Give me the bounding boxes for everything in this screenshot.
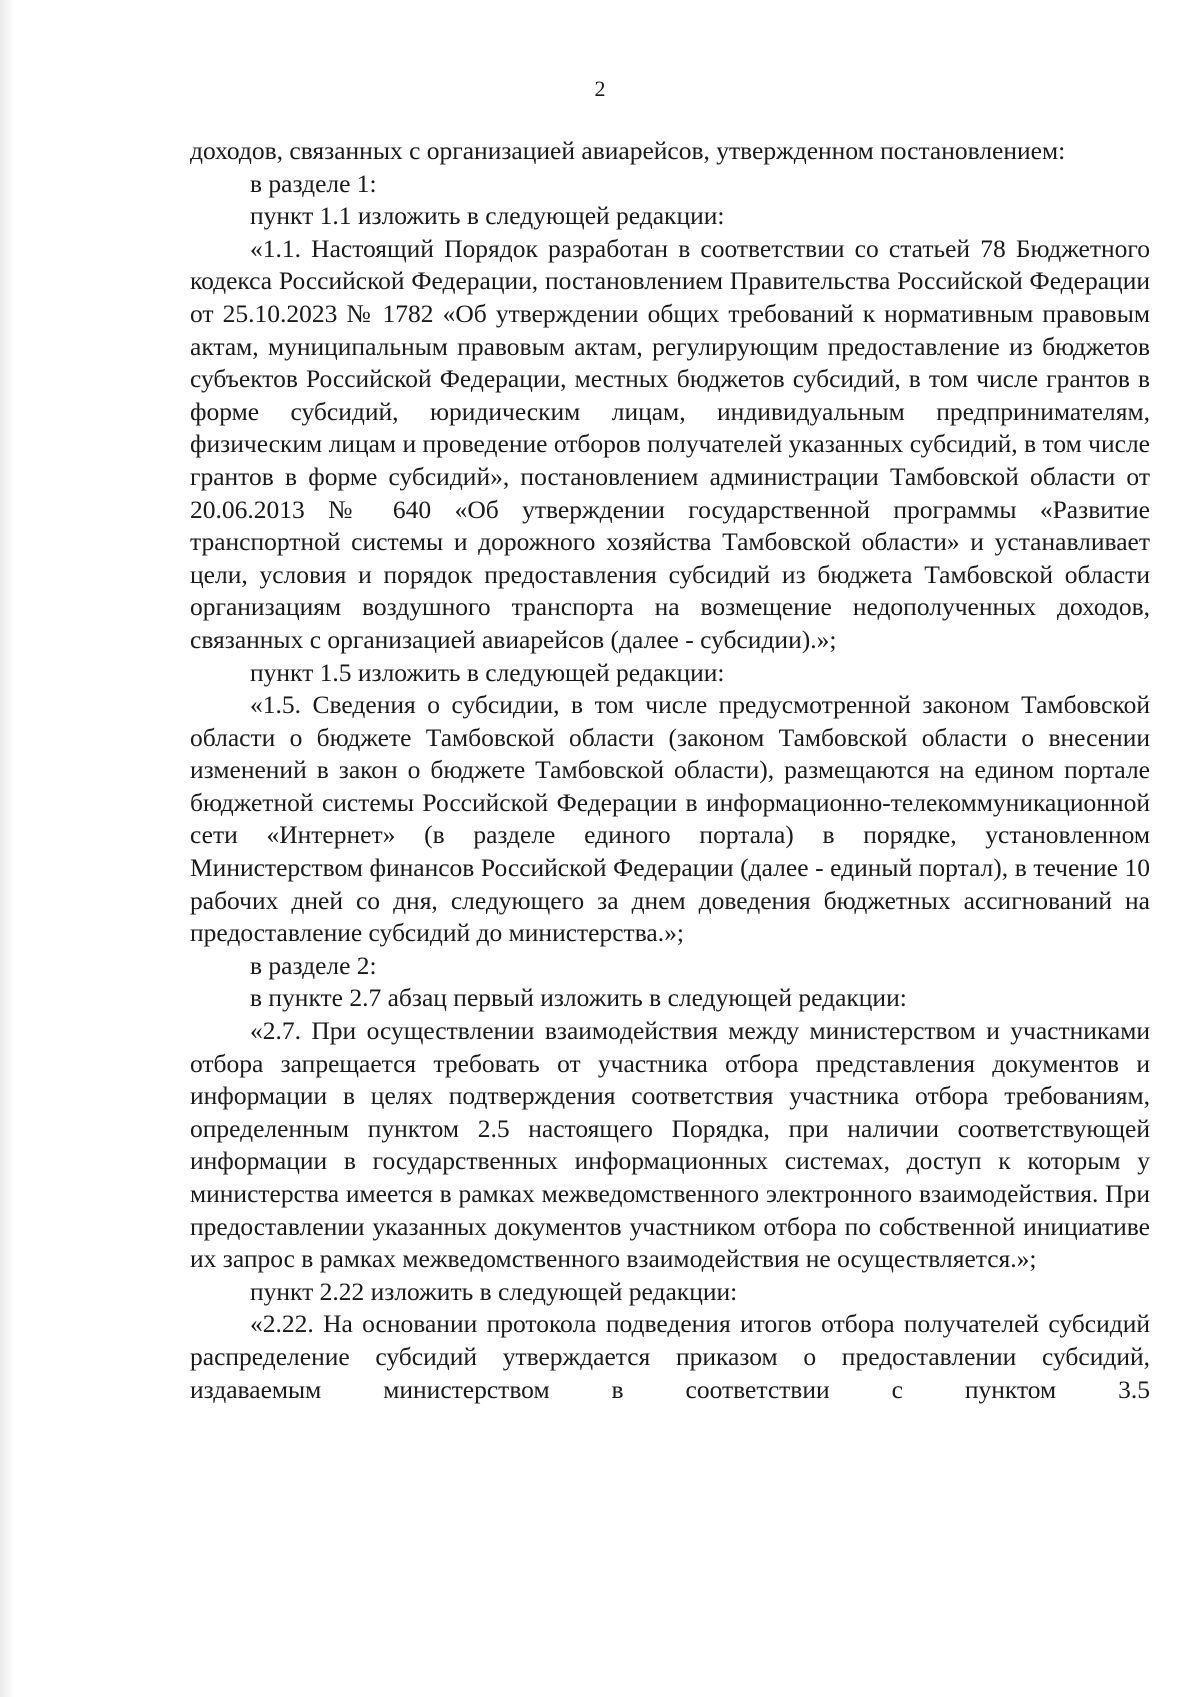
scan-edge-shadow: [0, 0, 14, 1697]
paragraph-item-2-22-text: «2.22. На основании протокола подведения итогов отбора получателей субсидий распределение субсидий утверждается приказом о предоставлении субсидий, издаваемым министерством в соответствии с пунктом 3.5: [190, 1309, 1150, 1404]
paragraph-section-2: в разделе 2:: [250, 950, 377, 980]
paragraph-continuation: доходов, связанных с организацией авиарейсов, утвержденном постановлением:: [190, 136, 1066, 165]
page-number: 2: [594, 76, 606, 101]
paragraph-item-1-5-text: «1.5. Сведения о субсидии, в том числе предусмотренной законом Тамбовской области о бюджете Тамбовской области (законом Тамбовской области о внесении изменений в закон о бюджете Тамбовской области), размещаются на едином портале бюджетной системы Российской Федерации в информационно-телекоммуникационной сети «Интернет» (в разделе единого портала) в порядке, установленном Министерством финансов Российской Федерации (далее - единый портал), в течение 10 рабочих дней со дня, следующего за днем доведения бюджетных ассигнований на предоставление субсидий до министерства.»;: [190, 690, 1150, 948]
paragraph-item-1-1-intro: пункт 1.1 изложить в следующей редакции:: [250, 201, 725, 231]
paragraph-item-2-7-intro: в пункте 2.7 абзац первый изложить в следующей редакции:: [250, 983, 907, 1013]
paragraph-item-2-22-intro: пункт 2.22 изложить в следующей редакции:: [250, 1276, 738, 1306]
document-body: [190, 135, 1150, 1406]
paragraph-item-1-1-text: «1.1. Настоящий Порядок разработан в соответствии со статьей 78 Бюджетного кодекса Российской Федерации, постановлением Правительства Российской Федерации от 25.10.2023 № 1782 «Об утверждении общих требований к нормативным правовым актам, муниципальным правовым актам, регулирующим предоставление из бюджетов субъектов Российской Федерации, местных бюджетов субсидий, в том числе грантов в форме субсидий, юридическим лицам, индивидуальным предпринимателям, физическим лицам и проведение отборов получателей указанных субсидий, в том числе грантов в форме субсидий», постановлением администрации Тамбовской области от 20.06.2013 № 640 «Об утверждении государственной программы «Развитие транспортной системы и дорожного хозяйства Тамбовской области» и устанавливает цели, условия и порядок предоставления субсидий из бюджета Тамбовской области организациям воздушного транспорта на возмещение недополученных доходов, связанных с организацией авиарейсов (далее - субсидии).»;: [190, 233, 1150, 654]
paragraph-item-1-5-intro: пункт 1.5 изложить в следующей редакции:: [250, 657, 725, 687]
paragraph-item-2-7-text: «2.7. При осуществлении взаимодействия между министерством и участниками отбора запрещается требовать от участника отбора представления документов и информации в целях подтверждения соответствия участника отбора требованиям, определенным пунктом 2.5 настоящего Порядка, при наличии соответствующей информации в государственных информационных системах, доступ к которым у министерства имеется в рамках межведомственного электронного взаимодействия. При предоставлении указанных документов участником отбора по собственной инициативе их запрос в рамках межведомственного взаимодействия не осуществляется.»;: [190, 1016, 1150, 1274]
paragraph-section-1: в разделе 1:: [250, 168, 377, 198]
